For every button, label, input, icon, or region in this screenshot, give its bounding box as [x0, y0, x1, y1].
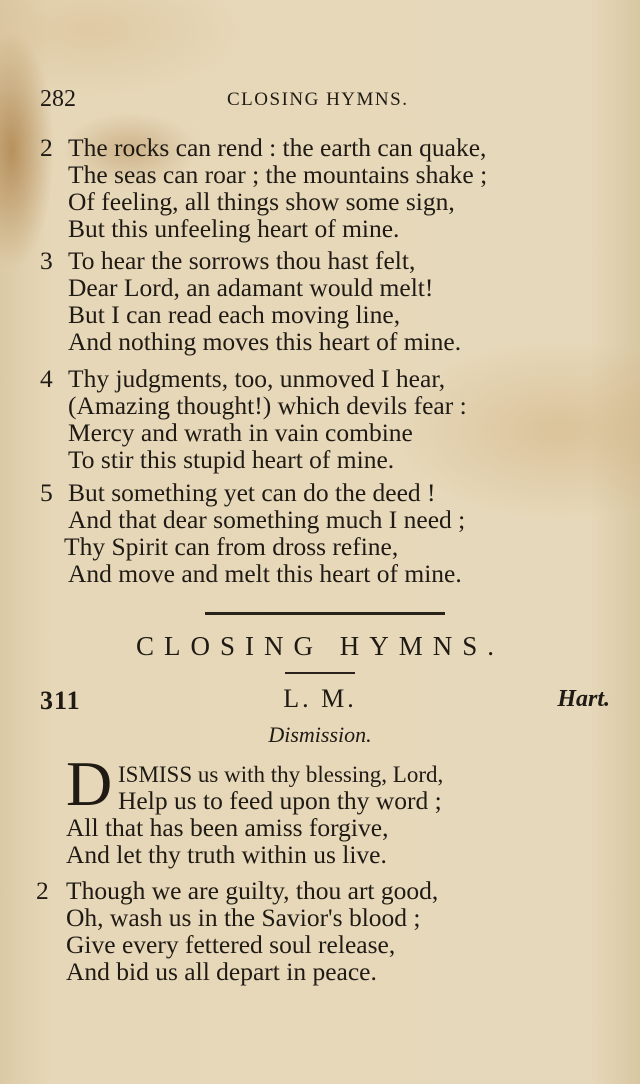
hymn-subtitle: Dismission. [268, 722, 372, 747]
verse-number: 2 [40, 133, 53, 162]
verse-line: Thy Spirit can from dross refine, [64, 532, 399, 561]
verse-line: (Amazing thought!) which devils fear : [68, 391, 467, 420]
title-underline [285, 672, 355, 674]
verse-number: 4 [40, 364, 53, 393]
verse-number: 2 [36, 876, 49, 905]
verse-line: But something yet can do the deed ! [68, 478, 436, 507]
verse-line: Help us to feed upon thy word ; [118, 786, 442, 815]
verse-line: And nothing moves this heart of mine. [68, 327, 462, 356]
verse-line: And that dear something much I need ; [68, 505, 466, 534]
verse-line: To hear the sorrows thou hast felt, [68, 246, 416, 275]
section-title: CLOSING HYMNS. [135, 631, 505, 661]
verse-number: 5 [40, 478, 53, 507]
verse-line: Thy judgments, too, unmoved I hear, [68, 364, 446, 393]
verse-line: But I can read each moving line, [68, 300, 401, 329]
verse-line: And move and melt this heart of mine. [68, 559, 462, 588]
verse-line: And let thy truth within us live. [66, 840, 387, 869]
section-divider [205, 612, 445, 615]
verse-line: The seas can roar ; the mountains shake ; [68, 160, 488, 189]
verse-number: 3 [40, 246, 53, 275]
verse-line: And bid us all depart in peace. [66, 957, 377, 986]
verse-line: To stir this stupid heart of mine. [68, 445, 395, 474]
verse-line: Though we are guilty, thou art good, [66, 876, 439, 905]
verse-line: Give every fettered soul release, [66, 930, 396, 959]
page-number: 282 [40, 86, 76, 112]
verse-line: Mercy and wrath in vain combine [68, 418, 413, 447]
first-line-rest: ISMISS us with thy blessing, Lord, [118, 762, 444, 787]
drop-cap: D [66, 748, 113, 819]
verse-line: Oh, wash us in the Savior's blood ; [66, 903, 421, 932]
hymn-author: Hart. [557, 686, 610, 712]
verse-line [118, 760, 443, 788]
running-title: CLOSING HYMNS. [227, 89, 409, 110]
verse-line: Dear Lord, an adamant would melt! [68, 273, 434, 302]
hymn-meter: L. M. [283, 684, 357, 713]
verse-line: Of feeling, all things show some sign, [68, 187, 455, 216]
verse-line: All that has been amiss forgive, [66, 813, 389, 842]
verse-line: The rocks can rend : the earth can quake, [68, 133, 487, 162]
verse-line: But this unfeeling heart of mine. [68, 214, 400, 243]
hymn-number: 311 [40, 686, 81, 715]
